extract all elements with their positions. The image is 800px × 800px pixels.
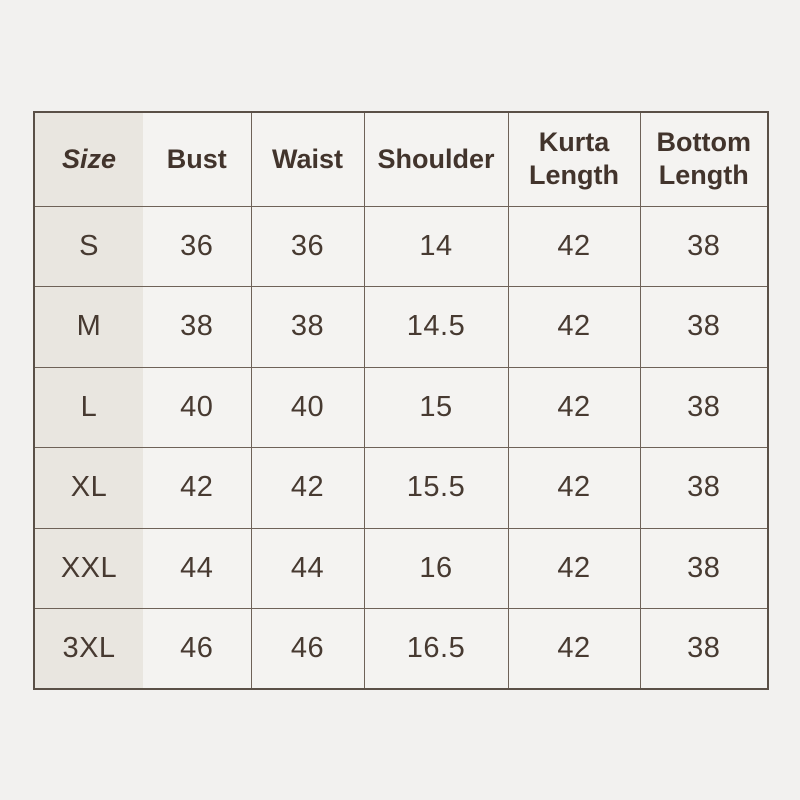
column-header-bust: Bust — [143, 112, 251, 206]
table-cell: 38 — [640, 287, 768, 368]
table-cell: 42 — [251, 448, 364, 529]
column-header-kurta-length: Kurta Length — [508, 112, 640, 206]
column-header-bottom-length: Bottom Length — [640, 112, 768, 206]
size-label-cell: XXL — [34, 528, 143, 609]
table-cell: 38 — [640, 609, 768, 690]
table-row-xxl — [34, 528, 768, 609]
table-cell: 38 — [640, 367, 768, 448]
table-cell: 36 — [251, 206, 364, 287]
table-cell: 16 — [364, 528, 508, 609]
table-row-m — [34, 287, 768, 368]
table-cell: 42 — [508, 528, 640, 609]
header-row — [34, 112, 768, 206]
size-label-cell: S — [34, 206, 143, 287]
table-cell: 42 — [508, 367, 640, 448]
size-label-cell: XL — [34, 448, 143, 529]
table-cell: 38 — [251, 287, 364, 368]
table-cell: 14 — [364, 206, 508, 287]
table-cell: 15 — [364, 367, 508, 448]
size-label-cell: L — [34, 367, 143, 448]
table-row-3xl — [34, 609, 768, 690]
table-cell: 36 — [143, 206, 251, 287]
table-cell: 14.5 — [364, 287, 508, 368]
table-cell: 40 — [251, 367, 364, 448]
table-cell: 46 — [251, 609, 364, 690]
table-cell: 38 — [640, 206, 768, 287]
table-cell: 38 — [640, 448, 768, 529]
table-cell: 38 — [143, 287, 251, 368]
column-header-shoulder: Shoulder — [364, 112, 508, 206]
table-cell: 40 — [143, 367, 251, 448]
table-cell: 44 — [251, 528, 364, 609]
size-label-cell: M — [34, 287, 143, 368]
size-label-cell: 3XL — [34, 609, 143, 690]
table-cell: 42 — [508, 206, 640, 287]
table-header — [34, 112, 768, 206]
column-header-size: Size — [34, 112, 143, 206]
table-cell: 42 — [508, 609, 640, 690]
table-cell: 42 — [508, 287, 640, 368]
table-cell: 42 — [508, 448, 640, 529]
table-cell: 15.5 — [364, 448, 508, 529]
table-body — [34, 206, 768, 689]
table-row-l — [34, 367, 768, 448]
column-header-waist: Waist — [251, 112, 364, 206]
table-cell: 42 — [143, 448, 251, 529]
table-row-s — [34, 206, 768, 287]
table-cell: 38 — [640, 528, 768, 609]
table-cell: 44 — [143, 528, 251, 609]
table-cell: 16.5 — [364, 609, 508, 690]
table-cell: 46 — [143, 609, 251, 690]
size-chart-table — [33, 111, 769, 690]
table-row-xl — [34, 448, 768, 529]
